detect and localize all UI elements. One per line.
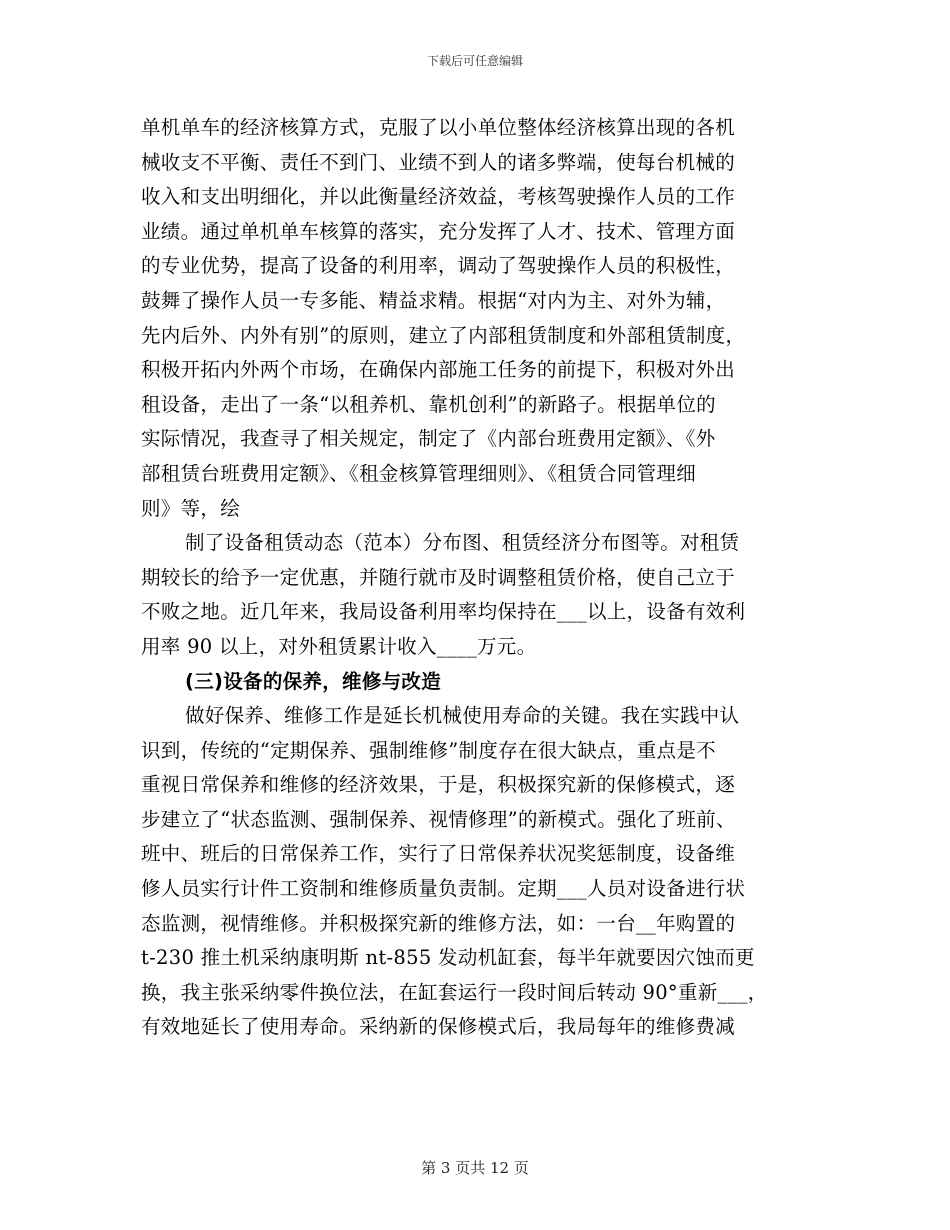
document-body [141,111,813,1045]
text-line: 鼓舞了操作人员一专多能、精益求精。根据“对内为主、对外为辅， [141,288,726,312]
text-line: 步建立了“状态监测、强制保养、视情修理”的新模式。强化了班前、 [141,807,736,831]
text-line: 修人员实行计件工资制和维修质量负责制。定期___人员对设备进行状 [141,877,746,901]
section-heading: (三)设备的保养，维修与改造 [185,669,442,693]
text-line: 械收支不平衡、责任不到门、业绩不到人的诸多弊端，使每台机械的 [141,150,736,174]
text-line: 积极开拓内外两个市场，在确保内部施工任务的前提下，积极对外出 [141,358,736,382]
text-line: 先内后外、内外有别”的原则，建立了内部租赁制度和外部租赁制度， [141,323,746,347]
text-line: 单机单车的经济核算方式，克服了以小单位整体经济核算出现的各机 [141,116,736,139]
text-line: 制了设备租赁动态（范本）分布图、租赁经济分布图等。对租赁 [185,531,740,555]
page-footer-page-number: 第 3 页共 12 页 [421,1159,529,1177]
text-line: 班中、班后的日常保养工作，实行了日常保养状况奖惩制度，设备维 [141,842,736,866]
text-line: t-230 推土机采纳康明斯 nt-855 发动机缸套，每半年就要因穴蚀而更 [141,946,755,970]
text-line: 收入和支出明细化，并以此衡量经济效益，考核驾驶操作人员的工作 [141,185,736,209]
text-line: 态监测，视情维修。并积极探究新的维修方法，如：一台__年购置的 [141,911,736,935]
text-line: 租设备，走出了一条“以租养机、靠机创利”的新路子。根据单位的 [141,392,716,416]
text-line: 期较长的给予一定优惠，并随行就市及时调整租赁价格，使自己立于 [141,565,736,589]
text-line: 的专业优势，提高了设备的利用率，调动了驾驶操作人员的积极性， [141,254,736,278]
text-line: 业绩。通过单机单车核算的落实，充分发挥了人才、技术、管理方面 [141,219,736,243]
text-line: 用率 90 以上，对外租赁累计收入____万元。 [141,634,537,658]
text-line: 换，我主张采纳零件换位法，在缸套运行一段时间后转动 90°重新___， [141,980,768,1004]
text-line: 有效地延长了使用寿命。采纳新的保修模式后，我局每年的维修费减 [141,1015,736,1039]
text-line: 重视日常保养和维修的经济效果，于是，积极探究新的保修模式，逐 [141,773,736,797]
text-line: 部租赁台班费用定额》、《租金核算管理细则》、《租赁合同管理细 [141,461,697,485]
text-line: 则》等，绘 [141,496,241,520]
text-line: 识到，传统的“定期保养、强制维修”制度存在很大缺点，重点是不 [141,738,716,762]
text-line: 不败之地。近几年来，我局设备利用率均保持在___以上，设备有效利 [141,600,746,624]
text-line: 实际情况，我查寻了相关规定，制定了《内部台班费用定额》、《外 [141,427,716,451]
page-header: 下载后可任意编辑 [426,54,523,68]
text-line: 做好保养、维修工作是延长机械使用寿命的关键。我在实践中认 [185,704,740,728]
